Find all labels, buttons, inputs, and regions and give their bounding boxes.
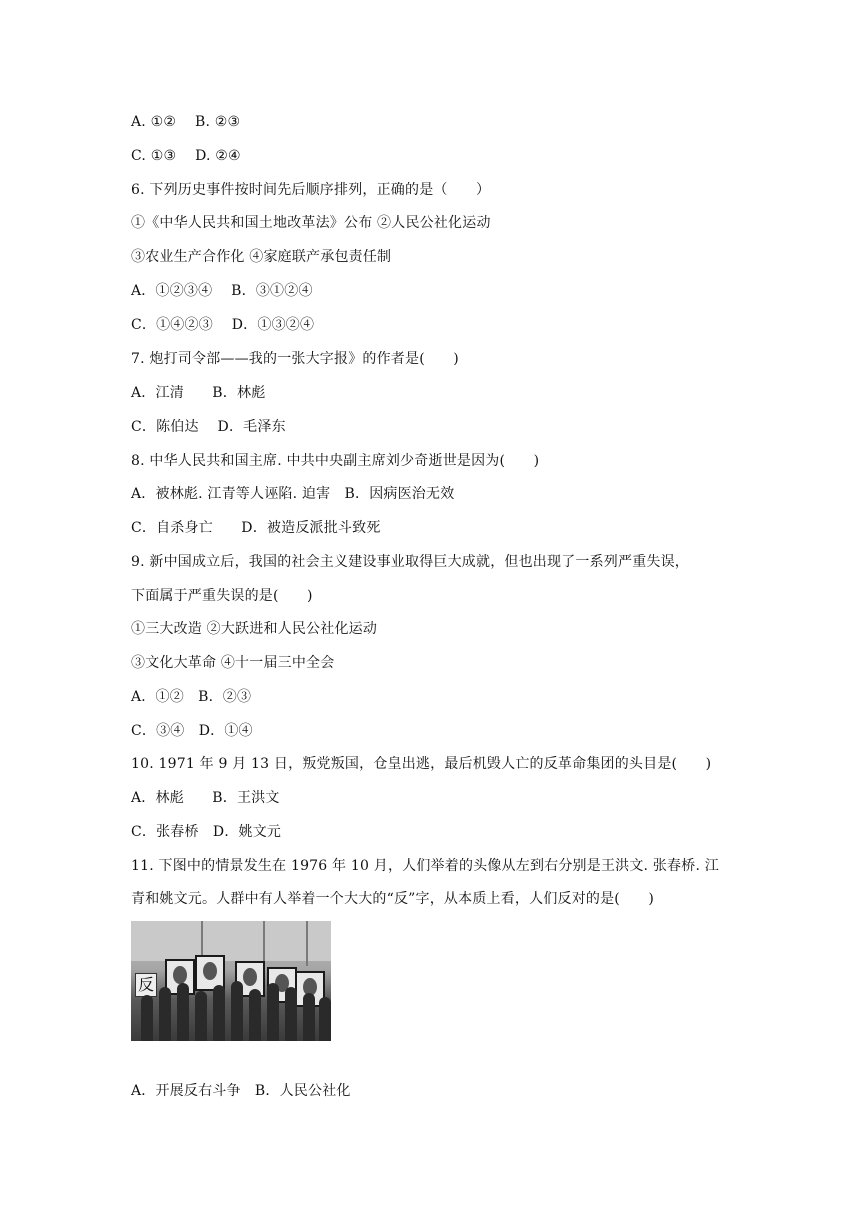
q11-stem-1: 11. 下图中的情景发生在 1976 年 10 月，人们举着的头像从左到右分别是王洪文. 张春桥. 江 [131,858,719,874]
protest-photo [131,921,331,1041]
q9-stem-2: 下面属于严重失误的是( ) [131,588,313,604]
q6-options-ab: A．①②③④ B．③①②④ [131,283,313,299]
q9-items-1: ①三大改造 ②大跃进和人民公社化运动 [131,621,378,637]
q11-options-ab: A．开展反右斗争 B．人民公社化 [131,1083,351,1099]
q6-items-2: ③农业生产合作化 ④家庭联产承包责任制 [131,249,392,265]
q9-items-2: ③文化大革命 ④十一届三中全会 [131,655,335,671]
q11-stem-2: 青和姚文元。人群中有人举着一个大大的“反”字，从本质上看，人们反对的是( ) [131,891,655,907]
q6-options-cd: C．①④②③ D．①③②④ [131,317,315,333]
q8-stem: 8. 中华人民共和国主席. 中共中央副主席刘少奇逝世是因为( ) [131,453,540,469]
q8-options-ab: A．被林彪. 江青等人诬陷. 迫害 B．因病医治无效 [131,486,455,502]
q9-stem-1: 9. 新中国成立后，我国的社会主义建设事业取得巨大成就，但也出现了一系列严重失误， [131,554,690,570]
q7-options-cd: C．陈伯达 D．毛泽东 [131,419,286,435]
q5-options-ab: A. ①② B. ②③ [131,114,241,130]
q8-options-cd: C．自杀身亡 D．被造反派批斗致死 [131,520,381,536]
q10-options-ab: A．林彪 B．王洪文 [131,790,280,806]
q7-stem: 7. 炮打司令部——我的一张大字报》的作者是( ) [131,351,459,367]
q9-options-cd: C．③④ D．①④ [131,723,253,739]
q7-options-ab: A．江清 B．林彪 [131,385,266,401]
q9-options-ab: A．①② B．②③ [131,689,252,705]
q6-items-1: ①《中华人民共和国土地改革法》公布 ②人民公社化运动 [131,215,491,231]
q10-stem: 10. 1971 年 9 月 13 日，叛党叛国，仓皇出逃，最后机毁人亡的反革命集团的头目是( ) [131,756,712,772]
q6-stem: 6. 下列历史事件按时间先后顺序排列，正确的是（ ） [131,182,491,198]
q5-options-cd: C. ①③ D. ②④ [131,148,241,164]
fan-character-sign: 反 [135,973,157,997]
q10-options-cd: C．张春桥 D．姚文元 [131,824,282,840]
